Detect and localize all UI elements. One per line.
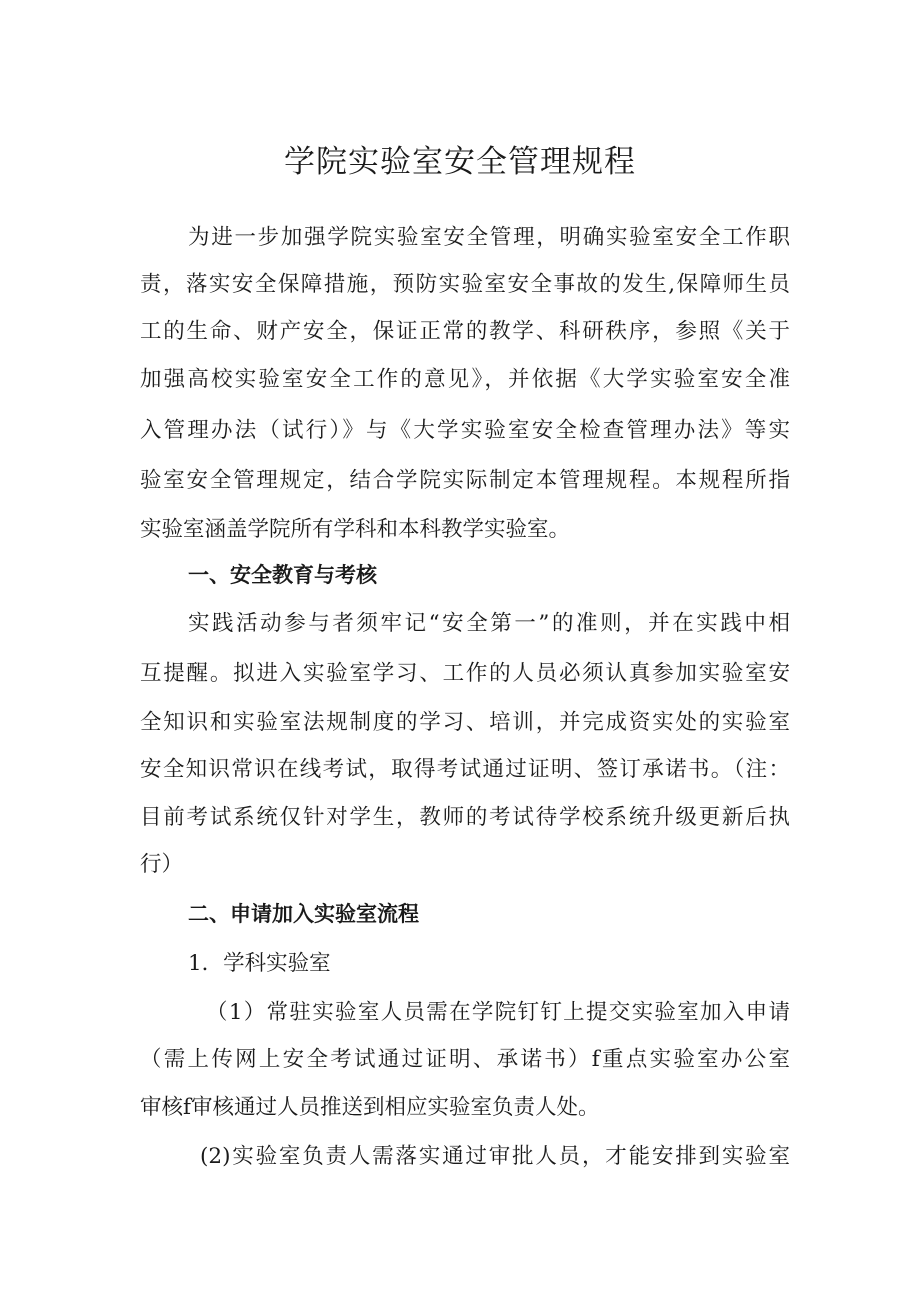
intro-line: 为进一步加强学院实验室安全管理，明确实验室安全工作职 <box>188 225 790 250</box>
item2-line: (2)实验室负责人需落实通过审批人员，才能安排到实验室 <box>200 1144 790 1169</box>
section1-line: 互提醒。拟进入实验室学习、工作的人员必须认真参加实验室安 <box>140 661 790 686</box>
section1-line: 安全知识常识在线考试，取得考试通过证明、签订承诺书。（注： <box>140 757 790 782</box>
intro-line: 工的生命、财产安全，保证正常的教学、科研秩序，参照《关于 <box>140 319 790 344</box>
section-heading: 一、安全教育与考核 <box>188 563 377 587</box>
intro-line: 入管理办法（试行）》与《大学实验室安全检查管理办法》等实 <box>140 418 790 443</box>
intro-line: 加强高校实验室安全工作的意见》，并依据《大学实验室安全准 <box>140 367 790 392</box>
section1-line: 行） <box>140 852 184 877</box>
item1-line: （1）常驻实验室人员需在学院钉钉上提交实验室加入申请 <box>206 1000 790 1025</box>
intro-line: 实验室涵盖学院所有学科和本科教学实验室。 <box>140 517 571 542</box>
subsection-heading: 1．学科实验室 <box>188 951 331 976</box>
section-heading: 二、申请加入实验室流程 <box>188 902 419 926</box>
section1-line: 目前考试系统仅针对学生，教师的考试待学校系统升级更新后执 <box>140 805 790 830</box>
document-title: 学院实验室安全管理规程 <box>284 144 636 180</box>
intro-line: 验室安全管理规定，结合学院实际制定本管理规程。本规程所指 <box>140 468 790 493</box>
section1-line: 全知识和实验室法规制度的学习、培训，并完成资实处的实验室 <box>140 710 790 735</box>
intro-line: 责，落实安全保障措施，预防实验室安全事故的发生,保障师生员 <box>140 272 790 297</box>
item1-line: 审核f审核通过人员推送到相应实验室负责人处。 <box>140 1095 600 1120</box>
section1-line: 实践活动参与者须牢记“安全第一”的准则，并在实践中相 <box>188 611 790 636</box>
item1-line: （需上传网上安全考试通过证明、承诺书）f重点实验室办公室 <box>140 1047 790 1072</box>
